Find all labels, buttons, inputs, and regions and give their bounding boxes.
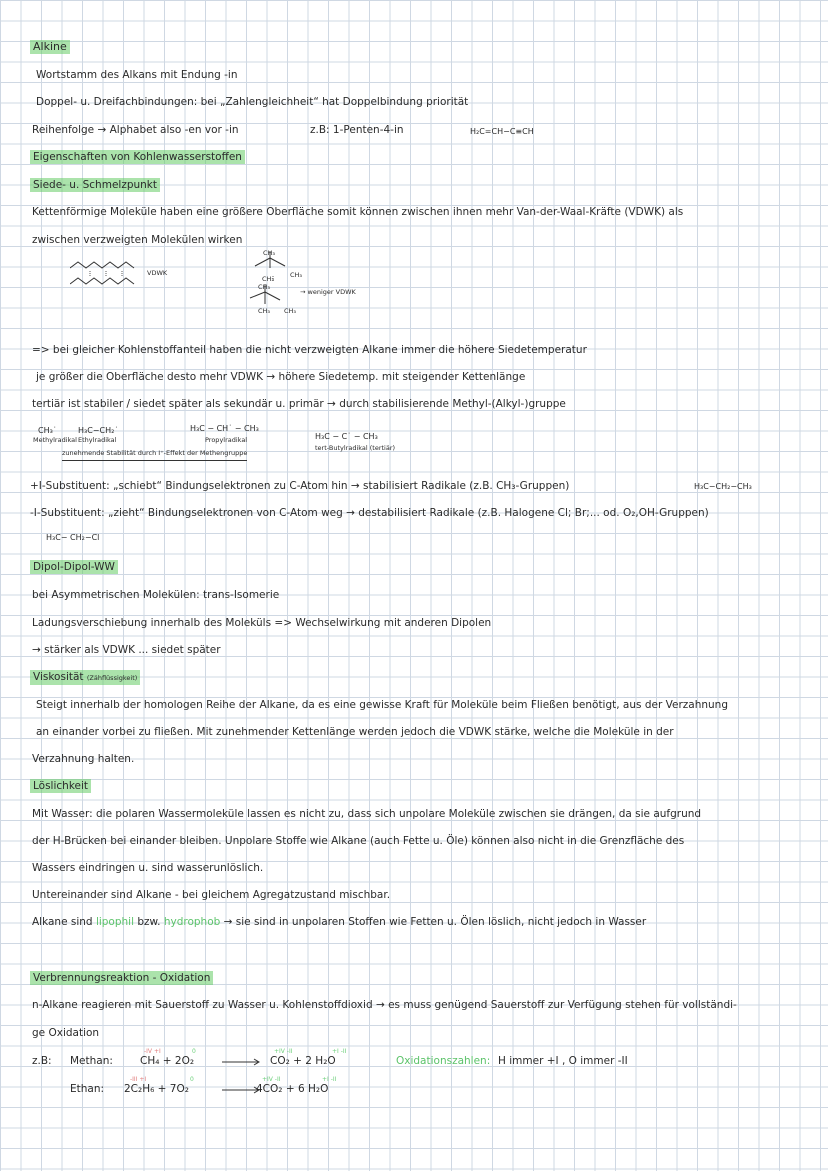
heading-siedepunkt: Siede- u. Schmelzpunkt (30, 178, 160, 192)
propane-formula: H₃C−CH₂−CH₃ (694, 482, 752, 491)
title-alkine: Alkine (30, 40, 70, 54)
loes-line3: Wassers eindringen u. sind wasserunlöslich. (32, 862, 264, 874)
ethan-products: 4CO₂ + 6 H₂O (256, 1083, 329, 1095)
dipol-line1: bei Asymmetrischen Molekülen: trans-Isomerie (32, 589, 280, 601)
loes5-end: → sie sind in unpolaren Stoffen wie Fetten u. Ölen löslich, nicht jedoch in Wasser (223, 916, 647, 928)
ch3-label-4: CH₃ (258, 283, 271, 291)
ox-ethan-2: 0 (190, 1076, 194, 1083)
ch3-label-2: CH₃ (290, 271, 303, 279)
hydrophob-term: hydrophob (163, 916, 221, 928)
radical-ethyl-label: Ethylradikal (78, 436, 117, 444)
ch3-label-1: CH₃ (263, 249, 276, 257)
ch3-label-5: CH₃ (258, 307, 271, 315)
radical-propyl-formula: H₃C − CH˙ − CH₃ (190, 424, 259, 433)
plus-i-substituent: +I-Substituent: „schiebt“ Bindungselektronen zu C-Atom hin → stabilisiert Radikale (z.B. CH₃-Gruppen) (30, 480, 570, 492)
dipol-line3: → stärker als VDWK ... siedet später (32, 644, 221, 656)
loes-line1: Mit Wasser: die polaren Wassermoleküle lassen es nicht zu, dass sich unpolare Moleküle zwischen sie drängen, da sie aufgrund (32, 808, 702, 820)
radical-ethyl-formula: H₃C−CH₂˙ (78, 426, 119, 435)
radical-tert-formula: H₃C − C˙ − CH₃ (315, 432, 378, 441)
ox-ethan-1: -III +I (130, 1076, 147, 1083)
radical-methyl-label: Methylradikal (33, 436, 77, 444)
lipophil-term: lipophil (95, 916, 135, 928)
methan-reactants: CH₄ + 2O₂ (140, 1055, 195, 1067)
bzw-text: bzw. (137, 916, 161, 928)
siede-conclusion: => bei gleicher Kohlenstoffanteil haben die nicht verzweigten Alkane immer die höhere Siedetemperatur (32, 344, 587, 356)
branched-molecules-drawing (245, 248, 315, 318)
loes5-start: Alkane sind (32, 916, 93, 928)
radical-tert-label: tert-Butylradikal (tertiär) (315, 444, 396, 452)
verbrennung-line1: n-Alkane reagieren mit Sauerstoff zu Wasser u. Kohlenstoffdioxid → es muss genügend Sauerstoff zur Verfügung stehen für vollständi- (32, 999, 737, 1011)
heading-dipol: Dipol-Dipol-WW (30, 560, 118, 574)
methan-arrow-icon (222, 1058, 262, 1066)
visko-line1: Steigt innerhalb der homologen Reihe der Alkane, da es eine gewisse Kraft für Moleküle beim Fließen benötigt, aus der Verzahnung (36, 699, 728, 711)
ox-ethan-4: +I -II (322, 1076, 337, 1083)
visko-line2: an einander vorbei zu fließen. Mit zunehmender Kettenlänge werden jedoch die VDWK stärke, welche die Moleküle in der (36, 726, 674, 738)
ch3-label-6: CH₃ (284, 307, 297, 315)
oxidationszahlen-rule: H immer +I , O immer -II (498, 1055, 628, 1067)
radical-propyl-label: Propylradikal (205, 436, 248, 444)
vdwk-label: VDWK (147, 269, 168, 277)
ox-methan-4: +I -II (332, 1048, 347, 1055)
heading-viskositaet (30, 670, 140, 685)
heading-loeslichkeit: Löslichkeit (30, 779, 91, 793)
chlorethan-formula: H₃C− CH₂−Cl (46, 533, 100, 542)
siede-p3: tertiär ist stabiler / siedet später als sekundär u. primär → durch stabilisierende Methyl-(Alkyl-)gruppe (32, 398, 566, 410)
alkine-formula: H₂C=CH−C≡CH (470, 127, 534, 136)
ox-methan-3: +IV -II (274, 1048, 293, 1055)
viskositaet-note: (Zähflüssigkeit) (86, 674, 138, 682)
ox-methan-2: 0 (192, 1048, 196, 1055)
visko-line3: Verzahnung halten. (32, 753, 135, 765)
zb-label: z.B: (32, 1055, 52, 1067)
siede-p2: je größer die Oberfläche desto mehr VDWK → höhere Siedetemp. mit steigender Kettenlänge (36, 371, 526, 383)
minus-i-substituent: -I-Substituent: „zieht“ Bindungselektronen von C-Atom weg → destabilisiert Radikale (z.B. Halogene Cl; Br;... od. O₂,OH-Gruppen) (30, 507, 709, 519)
alkine-line2: Doppel- u. Dreifachbindungen: bei „Zahlengleichheit“ hat Doppelbindung priorität (36, 96, 469, 108)
alkine-line3: Reihenfolge → Alphabet also -en vor -in (32, 124, 239, 136)
radical-methyl-formula: CH₃˙ (38, 426, 57, 435)
viskositaet-title: Viskosität (33, 671, 84, 683)
siede-p1a: Kettenförmige Moleküle haben eine größere Oberfläche somit können zwischen ihnen mehr Van-der-Waal-Kräfte (VDWK) als (32, 206, 684, 218)
alkine-example: z.B: 1-Penten-4-in (310, 124, 404, 136)
ch3-label-3: CH₃ (262, 275, 275, 283)
siede-p1b: zwischen verzweigten Molekülen wirken (32, 234, 243, 246)
weniger-vdwk: → weniger VDWK (300, 288, 356, 296)
dipol-line2: Ladungsverschiebung innerhalb des Moleküls => Wechselwirkung mit anderen Dipolen (32, 617, 492, 629)
loes-line2: der H-Brücken bei einander bleiben. Unpolare Stoffe wie Alkane (auch Fette u. Öle) können also nicht in die Grenzfläche des (32, 835, 685, 847)
ox-methan-1: -IV +I (144, 1048, 161, 1055)
alkine-line1: Wortstamm des Alkans mit Endung -in (36, 69, 238, 81)
ox-ethan-3: +IV -II (262, 1076, 281, 1083)
verbrennung-line2: ge Oxidation (32, 1027, 100, 1039)
loes-line5 (32, 915, 646, 929)
methan-label: Methan: (70, 1055, 113, 1067)
ethan-reactants: 2C₂H₆ + 7O₂ (124, 1083, 189, 1095)
ethan-label: Ethan: (70, 1083, 105, 1095)
heading-verbrennung: Verbrennungsreaktion - Oxidation (30, 971, 213, 985)
heading-eigenschaften: Eigenschaften von Kohlenwasserstoffen (30, 150, 245, 164)
methan-products: CO₂ + 2 H₂O (270, 1055, 336, 1067)
stability-arrow-note: zunehmende Stabilität durch I⁺-Effekt der Methengruppe (62, 446, 247, 461)
oxidationszahlen-label: Oxidationszahlen: (396, 1055, 491, 1067)
loes-line4: Untereinander sind Alkane - bei gleichem Agregatzustand mischbar. (32, 889, 391, 901)
